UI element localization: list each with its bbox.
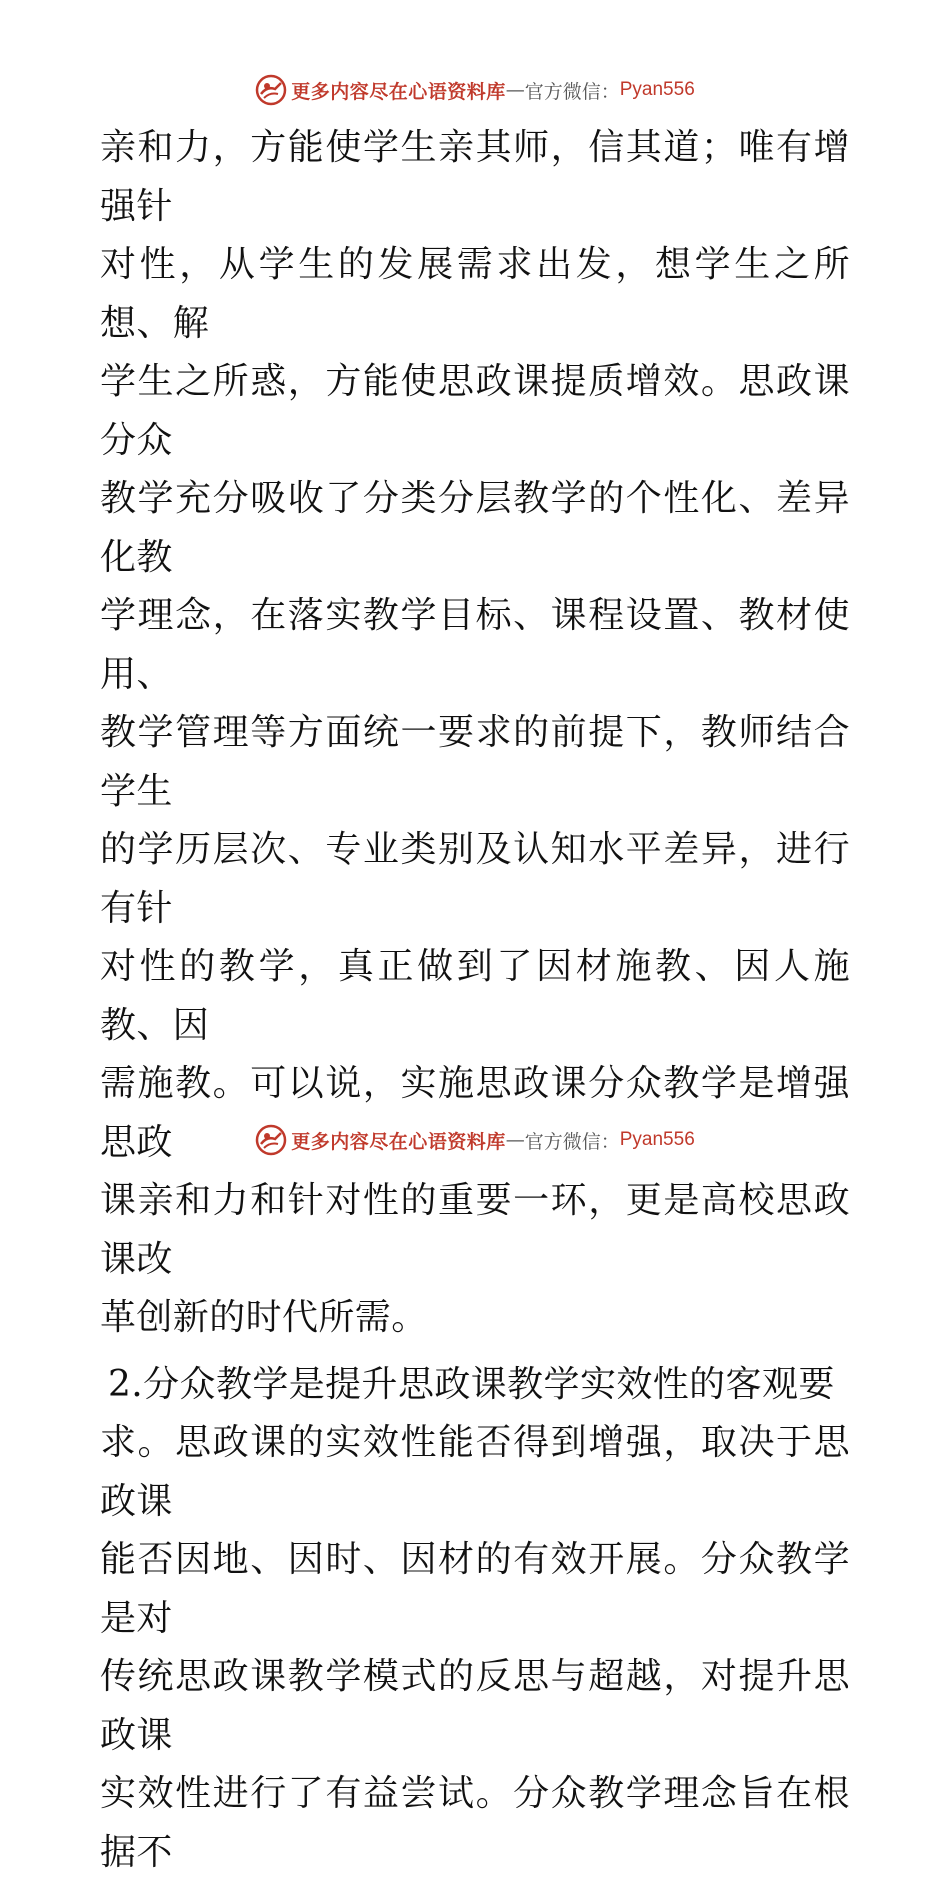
text-line: 革创新的时代所需。: [100, 1297, 428, 1338]
banner-main-text: 更多内容尽在心语资料库: [291, 80, 506, 103]
text-line: 课亲和力和针对性的重要一环，更是高校思政课改: [100, 1180, 850, 1280]
book-pen-logo-icon: [255, 1124, 287, 1156]
banner-dash: —: [505, 1129, 525, 1151]
text-line: 传统思政课教学模式的反思与超越，对提升思政课: [100, 1656, 850, 1756]
text-line: 学生之所惑，方能使思政课提质增效。思政课分众: [100, 361, 850, 461]
banner-main-text: 更多内容尽在心语资料库: [291, 1130, 506, 1153]
footer-banner: [0, 1120, 950, 1160]
text-line: 实效性进行了有益尝试。分众教学理念旨在根据不: [100, 1773, 850, 1873]
text-line: 求。思政课的实效性能否得到增强，取决于思政课: [100, 1422, 850, 1522]
paragraph-1: [100, 119, 850, 1348]
text-line: 教学充分吸收了分类分层教学的个性化、差异化教: [100, 478, 850, 578]
text-line: 能否因地、因时、因材的有效开展。分众教学是对: [100, 1539, 850, 1639]
text-line: 教学管理等方面统一要求的前提下，教师结合学生: [100, 712, 850, 812]
banner-wechat-id: Pyan556: [619, 79, 695, 100]
paragraph-2: [100, 1414, 850, 1882]
banner-wechat-label: 官方微信：: [524, 1130, 620, 1153]
banner-dash: —: [505, 79, 525, 101]
banner-wechat-label: 官方微信：: [524, 80, 620, 103]
document-body: [100, 119, 850, 1882]
book-pen-logo-icon: [255, 74, 287, 106]
text-line: 学理念，在落实教学目标、课程设置、教材使用、: [100, 595, 850, 695]
text-line: 对性，从学生的发展需求出发，想学生之所想、解: [100, 244, 850, 344]
text-line: 需施教。可以说，实施思政课分众教学是增强思政: [100, 1063, 850, 1163]
banner-wechat-id: Pyan556: [619, 1129, 695, 1150]
text-line: 亲和力，方能使学生亲其师，信其道；唯有增强针: [100, 127, 850, 227]
text-line: 的学历层次、专业类别及认知水平差异，进行有针: [100, 829, 850, 929]
header-banner: [0, 70, 950, 110]
section-heading: 2.分众教学是提升思政课教学实效性的客观要: [108, 1363, 835, 1405]
text-line: 对性的教学，真正做到了因材施教、因人施教、因: [100, 946, 850, 1046]
